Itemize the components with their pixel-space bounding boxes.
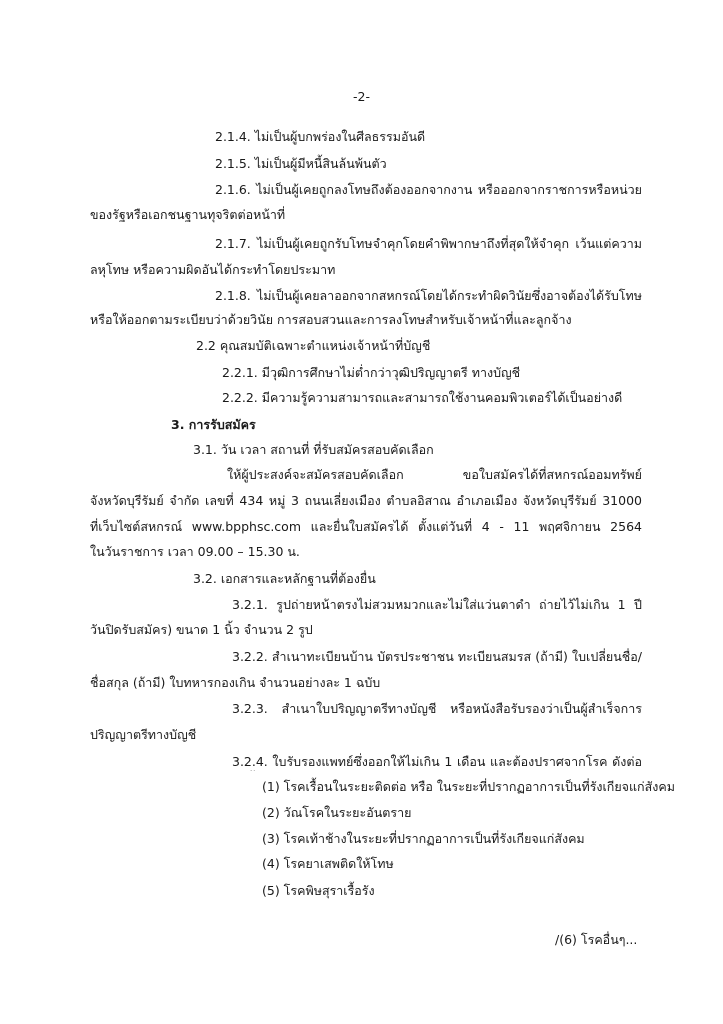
item-3-2-1: 3.2.1. รูปถ่ายหน้าตรงไม่สวมหมวกและไม่ใส่แว่นตาดำ ถ่ายไว้ไม่เกิน 1 ปี xyxy=(232,597,642,612)
disease-item-3: (3) โรคเท้าช้างในระยะที่ปรากฏอาการเป็นที่รังเกียจแก่สังคม xyxy=(262,831,585,846)
paragraph-3-1-line2: จังหวัดบุรีรัมย์ จำกัด เลขที่ 434 หมู่ 3 ถนนเลี่ยงเมือง ตำบลอิสาณ อำเภอเมือง จังหวัดบุรีรัมย์ 31000 xyxy=(90,493,642,508)
item-2-2-1: 2.2.1. มีวุฒิการศึกษาไม่ต่ำกว่าวุฒิปริญญาตรี ทางบัญชี xyxy=(222,365,521,380)
item-2-1-6: 2.1.6. ไม่เป็นผู้เคยถูกลงโทษถึงต้องออกจากงาน หรือออกจากราชการหรือหน่วย xyxy=(215,182,642,197)
item-2-1-7-cont: ลหุโทษ หรือความผิดอันได้กระทำโดยประมาท xyxy=(90,262,336,277)
item-3-2-2-cont: ชื่อสกุล (ถ้ามี) ใบทหารกองเกิน จำนวนอย่างละ 1 ฉบับ xyxy=(90,675,381,690)
item-2-1-6-cont: ของรัฐหรือเอกชนฐานทุจริตต่อหน้าที่ xyxy=(90,207,286,222)
item-2-1-8: 2.1.8. ไม่เป็นผู้เคยลาออกจากสหกรณ์โดยได้กระทำผิดวินัยซึ่งอาจต้องได้รับโทษ xyxy=(215,288,642,303)
item-3-2-3-cont: ปริญญาตรีทางบัญชี xyxy=(90,727,197,742)
continuation-note: /(6) โรคอื่นๆ... xyxy=(555,932,638,947)
item-2-1-5: 2.1.5. ไม่เป็นผู้มีหนี้สินล้นพ้นตัว xyxy=(215,156,387,171)
page-number: -2- xyxy=(353,89,370,104)
disease-item-1: (1) โรคเรื้อนในระยะติดต่อ หรือ ในระยะที่ปรากฏอาการเป็นที่รังเกียจแก่สังคม xyxy=(262,779,675,794)
item-3-2-2: 3.2.2. สำเนาทะเบียนบ้าน บัตรประชาชน ทะเบียนสมรส (ถ้ามี) ใบเปลี่ยนชื่อ/ xyxy=(232,649,642,664)
section-2-2-heading: 2.2 คุณสมบัติเฉพาะตำแหน่งเจ้าหน้าที่บัญชี xyxy=(196,338,431,353)
item-2-1-7: 2.1.7. ไม่เป็นผู้เคยถูกรับโทษจำคุกโดยคำพิพากษาถึงที่สุดให้จำคุก เว้นแต่ความ xyxy=(215,236,642,251)
item-3-2-4: 3.2.4. ใบรับรองแพทย์ซึ่งออกให้ไม่เกิน 1 เดือน และต้องปราศจากโรค ดังต่อ xyxy=(232,754,642,769)
section-3-1-heading: 3.1. วัน เวลา สถานที่ ที่รับสมัครสอบคัดเลือก xyxy=(193,442,434,457)
disease-item-4: (4) โรคยาเสพติดให้โทษ xyxy=(262,856,394,871)
section-3-heading: 3. การรับสมัคร xyxy=(171,417,256,432)
item-3-2-1-cont: วันปิดรับสมัคร) ขนาด 1 นิ้ว จำนวน 2 รูป xyxy=(90,622,313,637)
disease-item-2: (2) วัณโรคในระยะอันตราย xyxy=(262,805,412,820)
item-2-2-2: 2.2.2. มีความรู้ความสามารถและสามารถใช้งานคอมพิวเตอร์ได้เป็นอย่างดี xyxy=(222,390,623,405)
paragraph-3-1-line1: ให้ผู้ประสงค์จะสมัครสอบคัดเลือก ขอใบสมัครได้ที่สหกรณ์ออมทรัพย์ xyxy=(227,467,642,482)
paragraph-3-1-line3: ที่เว็บไซต์สหกรณ์ www.bpphsc.com และยื่นใบสมัครได้ ตั้งแต่วันที่ 4 - 11 พฤศจิกายน 2564 xyxy=(90,519,642,534)
item-3-2-3: 3.2.3. สำเนาใบปริญญาตรีทางบัญชี หรือหนังสือรับรองว่าเป็นผู้สำเร็จการ xyxy=(232,701,642,716)
paragraph-3-1-line4: ในวันราชการ เวลา 09.00 – 15.30 น. xyxy=(90,544,300,559)
disease-item-5: (5) โรคพิษสุราเรื้อรัง xyxy=(262,883,375,898)
item-2-1-4: 2.1.4. ไม่เป็นผู้บกพร่องในศีลธรรมอันดี xyxy=(215,129,426,144)
item-2-1-8-cont: หรือให้ออกตามระเบียบว่าด้วยวินัย การสอบสวนและการลงโทษสำหรับเจ้าหน้าที่และลูกจ้าง xyxy=(90,312,572,327)
section-3-2-heading: 3.2. เอกสารและหลักฐานที่ต้องยื่น xyxy=(193,571,376,586)
